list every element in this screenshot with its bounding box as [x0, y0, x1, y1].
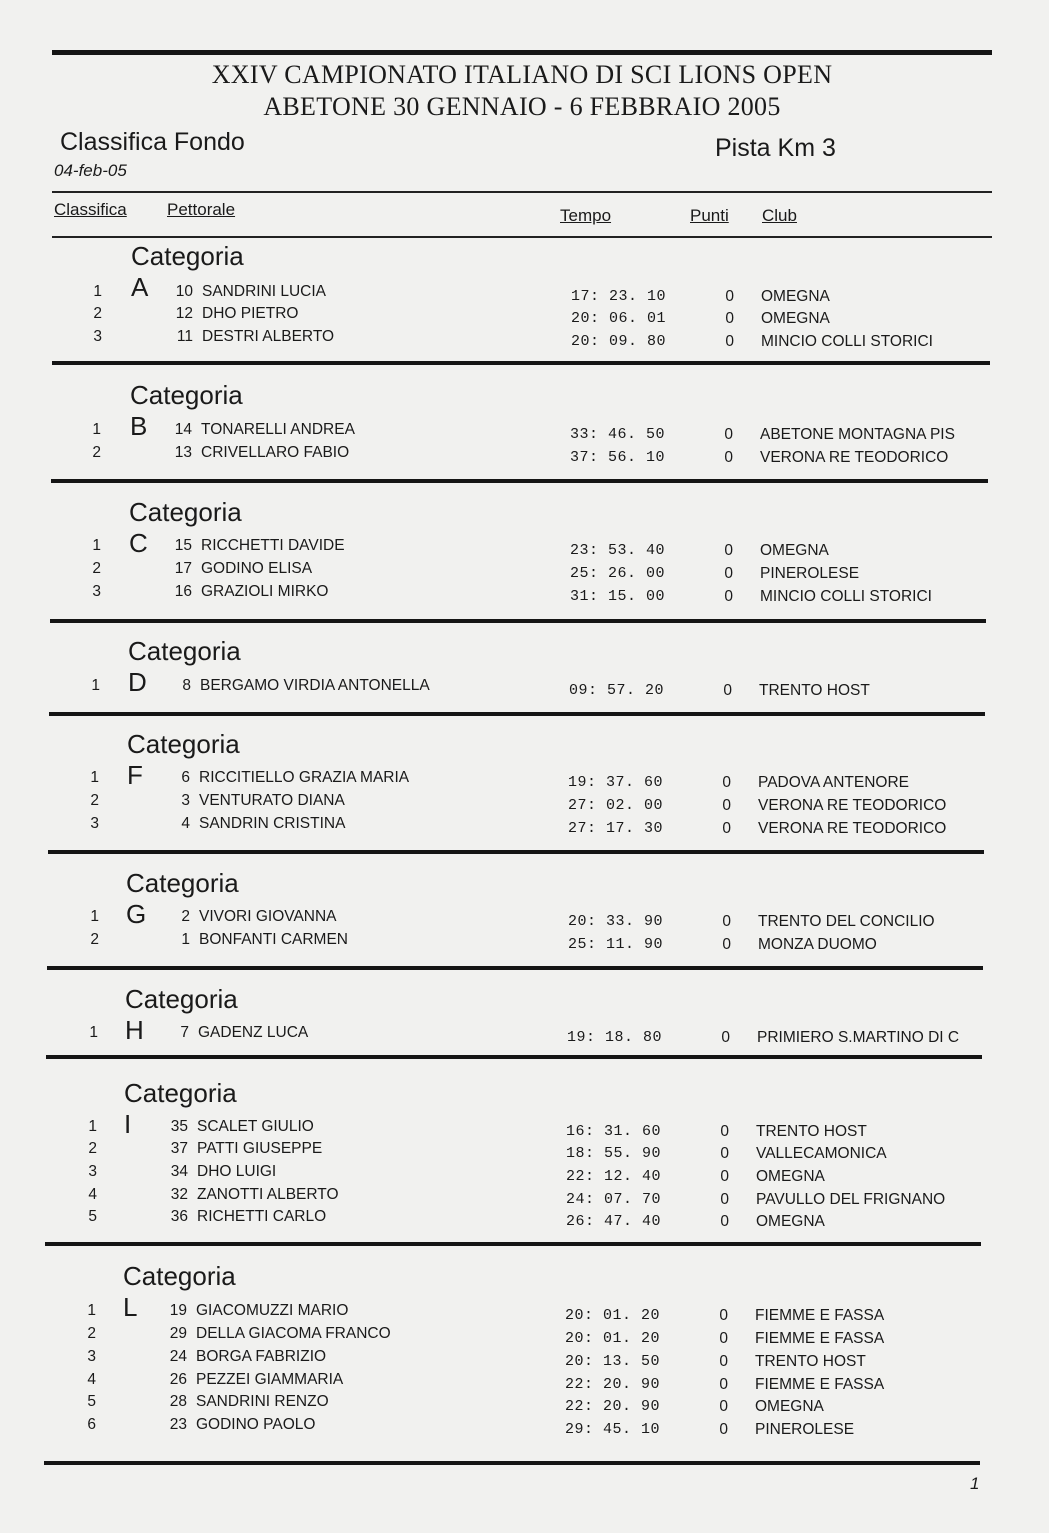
- category-separator: [50, 619, 986, 623]
- result-row: [0, 1393, 1049, 1415]
- time-cell: 09: 57. 20: [569, 682, 665, 699]
- club-cell: VERONA RE TEODORICO: [758, 820, 947, 837]
- result-row: [0, 931, 1049, 953]
- result-row: [0, 815, 1049, 837]
- category-separator: [45, 1242, 981, 1246]
- category-separator: [51, 479, 988, 483]
- club-cell: PRIMIERO S.MARTINO DI C: [757, 1029, 960, 1046]
- bib-cell: 7: [180, 1024, 189, 1041]
- result-row: [0, 1118, 1049, 1140]
- result-row: [0, 1186, 1049, 1208]
- club-cell: MONZA DUOMO: [758, 936, 877, 953]
- time-cell: 23: 53. 40: [570, 542, 666, 559]
- rank-cell: 1: [91, 677, 100, 694]
- club-cell: FIEMME E FASSA: [755, 1330, 885, 1347]
- points-cell: 0: [725, 333, 734, 350]
- bib-cell: 37: [170, 1140, 188, 1157]
- column-header-bib: Pettorale: [167, 200, 236, 219]
- points-cell: 0: [722, 797, 731, 814]
- club-cell: FIEMME E FASSA: [755, 1307, 885, 1324]
- time-cell: 19: 18. 80: [567, 1029, 663, 1046]
- points-cell: 0: [722, 774, 731, 791]
- category-title: Categoria H: [125, 984, 238, 1045]
- rank-cell: 2: [88, 1140, 97, 1157]
- athlete-name-cell: RICHETTI CARLO: [197, 1208, 327, 1225]
- club-cell: MINCIO COLLI STORICI: [761, 333, 933, 350]
- title-line-1: XXIV CAMPIONATO ITALIANO DI SCI LIONS OPEN: [211, 60, 833, 89]
- athlete-name-cell: PEZZEI GIAMMARIA: [196, 1371, 344, 1388]
- result-row: [0, 583, 1049, 605]
- bib-cell: 12: [175, 305, 193, 322]
- result-row: [0, 1208, 1049, 1230]
- category-title: Categoria B: [130, 380, 243, 441]
- result-row: [0, 1024, 1049, 1046]
- rank-cell: 1: [93, 283, 102, 300]
- bib-cell: 24: [169, 1348, 187, 1365]
- athlete-name-cell: GIACOMUZZI MARIO: [196, 1302, 349, 1319]
- result-row: [0, 537, 1049, 559]
- rank-cell: 1: [92, 421, 101, 438]
- time-cell: 25: 26. 00: [570, 565, 666, 582]
- result-row: [0, 1348, 1049, 1370]
- club-cell: OMEGNA: [756, 1168, 825, 1185]
- points-cell: 0: [719, 1307, 728, 1324]
- rank-cell: 1: [89, 1024, 98, 1041]
- bib-cell: 23: [169, 1416, 187, 1433]
- athlete-name-cell: GADENZ LUCA: [198, 1024, 309, 1041]
- club-cell: PADOVA ANTENORE: [758, 774, 910, 791]
- bib-cell: 13: [174, 444, 192, 461]
- rank-cell: 4: [87, 1371, 96, 1388]
- rank-cell: 6: [87, 1416, 96, 1433]
- result-row: [0, 328, 1049, 350]
- category-separator: [47, 966, 983, 970]
- result-row: [0, 1371, 1049, 1393]
- time-cell: 24: 07. 70: [566, 1191, 662, 1208]
- result-row: [0, 1302, 1049, 1324]
- points-cell: 0: [720, 1213, 729, 1230]
- points-cell: 0: [725, 288, 734, 305]
- rank-cell: 5: [87, 1393, 96, 1410]
- time-cell: 37: 56. 10: [570, 449, 666, 466]
- result-row: [0, 769, 1049, 791]
- athlete-name-cell: CRIVELLARO FABIO: [201, 444, 350, 461]
- athlete-name-cell: GRAZIOLI MIRKO: [201, 583, 329, 600]
- column-header-time: Tempo: [560, 206, 612, 225]
- bib-cell: 8: [182, 677, 191, 694]
- column-header-club: Club: [762, 206, 797, 225]
- athlete-name-cell: VIVORI GIOVANNA: [199, 908, 337, 925]
- bib-cell: 15: [174, 537, 192, 554]
- athlete-name-cell: SANDRINI RENZO: [196, 1393, 329, 1410]
- category-title: Categoria G: [126, 868, 239, 929]
- points-cell: 0: [724, 565, 733, 582]
- result-row: [0, 421, 1049, 443]
- points-cell: 0: [723, 682, 732, 699]
- bib-cell: 19: [169, 1302, 187, 1319]
- points-cell: 0: [719, 1330, 728, 1347]
- athlete-name-cell: SANDRINI LUCIA: [202, 283, 327, 300]
- bib-cell: 16: [174, 583, 192, 600]
- time-cell: 22: 20. 90: [565, 1398, 661, 1415]
- result-row: [0, 1416, 1049, 1438]
- time-cell: 17: 23. 10: [571, 288, 667, 305]
- top-rule: [52, 50, 992, 55]
- time-cell: 33: 46. 50: [570, 426, 666, 443]
- club-cell: VALLECAMONICA: [756, 1145, 887, 1162]
- result-row: [0, 677, 1049, 699]
- club-cell: PINEROLESE: [755, 1421, 855, 1438]
- club-cell: PINEROLESE: [760, 565, 860, 582]
- result-row: [0, 560, 1049, 582]
- points-cell: 0: [720, 1123, 729, 1140]
- category-title: Categoria I: [124, 1078, 237, 1139]
- athlete-name-cell: PATTI GIUSEPPE: [197, 1140, 323, 1157]
- rank-cell: 3: [93, 328, 102, 345]
- club-cell: VERONA RE TEODORICO: [758, 797, 947, 814]
- time-cell: 16: 31. 60: [566, 1123, 662, 1140]
- rank-cell: 2: [92, 444, 101, 461]
- club-cell: TRENTO HOST: [755, 1353, 866, 1370]
- club-cell: TRENTO DEL CONCILIO: [758, 913, 935, 930]
- points-cell: 0: [722, 913, 731, 930]
- athlete-name-cell: GODINO ELISA: [201, 560, 313, 577]
- rank-cell: 1: [90, 908, 99, 925]
- category-separator: [49, 712, 985, 716]
- bib-cell: 14: [174, 421, 192, 438]
- points-cell: 0: [722, 936, 731, 953]
- bib-cell: 32: [170, 1186, 188, 1203]
- category-title: Categoria L: [123, 1261, 236, 1322]
- category-separator: [46, 1055, 982, 1059]
- club-cell: PAVULLO DEL FRIGNANO: [756, 1191, 946, 1208]
- points-cell: 0: [724, 449, 733, 466]
- category-title: Categoria C: [129, 497, 242, 558]
- time-cell: 29: 45. 10: [565, 1421, 661, 1438]
- result-row: [0, 444, 1049, 466]
- bib-cell: 26: [169, 1371, 187, 1388]
- points-cell: 0: [720, 1191, 729, 1208]
- club-cell: VERONA RE TEODORICO: [760, 449, 949, 466]
- track-title: Pista Km 3: [715, 134, 836, 162]
- time-cell: 20: 01. 20: [565, 1307, 661, 1324]
- rank-cell: 1: [88, 1118, 97, 1135]
- rank-cell: 3: [88, 1163, 97, 1180]
- bib-cell: 11: [176, 328, 193, 345]
- bib-cell: 34: [170, 1163, 188, 1180]
- points-cell: 0: [724, 426, 733, 443]
- time-cell: 19: 37. 60: [568, 774, 664, 791]
- result-row: [0, 792, 1049, 814]
- category-title: Categoria D: [128, 636, 241, 697]
- rank-cell: 2: [90, 792, 99, 809]
- rank-cell: 2: [90, 931, 99, 948]
- category-title: Categoria A: [131, 241, 244, 302]
- result-row: [0, 908, 1049, 930]
- column-header-points: Punti: [690, 206, 729, 225]
- club-cell: TRENTO HOST: [759, 682, 870, 699]
- header-rule-top: [52, 191, 992, 193]
- category-title: Categoria F: [127, 729, 240, 790]
- time-cell: 20: 06. 01: [571, 310, 667, 327]
- club-cell: OMEGNA: [761, 288, 830, 305]
- athlete-name-cell: VENTURATO DIANA: [199, 792, 345, 809]
- athlete-name-cell: ZANOTTI ALBERTO: [197, 1186, 339, 1203]
- athlete-name-cell: RICCITIELLO GRAZIA MARIA: [199, 769, 410, 786]
- points-cell: 0: [719, 1421, 728, 1438]
- athlete-name-cell: TONARELLI ANDREA: [201, 421, 355, 438]
- rank-cell: 2: [92, 560, 101, 577]
- athlete-name-cell: BERGAMO VIRDIA ANTONELLA: [200, 677, 430, 694]
- rank-cell: 2: [93, 305, 102, 322]
- time-cell: 26: 47. 40: [566, 1213, 662, 1230]
- column-header-rank: Classifica: [54, 200, 127, 219]
- time-cell: 25: 11. 90: [568, 936, 664, 953]
- header-rule-bottom: [52, 236, 992, 238]
- rank-cell: 4: [88, 1186, 97, 1203]
- rank-cell: 5: [88, 1208, 97, 1225]
- points-cell: 0: [720, 1168, 729, 1185]
- points-cell: 0: [721, 1029, 730, 1046]
- result-row: [0, 283, 1049, 305]
- bib-cell: 35: [170, 1118, 188, 1135]
- points-cell: 0: [722, 820, 731, 837]
- points-cell: 0: [724, 588, 733, 605]
- category-separator: [52, 361, 990, 365]
- time-cell: 20: 13. 50: [565, 1353, 661, 1370]
- club-cell: OMEGNA: [760, 542, 829, 559]
- page-number: 1: [970, 1474, 980, 1493]
- athlete-name-cell: BONFANTI CARMEN: [199, 931, 348, 948]
- classification-title: Classifica Fondo: [60, 128, 245, 156]
- club-cell: ABETONE MONTAGNA PIS: [760, 426, 955, 443]
- result-row: [0, 305, 1049, 327]
- result-row: [0, 1325, 1049, 1347]
- result-row: [0, 1140, 1049, 1162]
- athlete-name-cell: DESTRI ALBERTO: [202, 328, 335, 345]
- result-row: [0, 1163, 1049, 1185]
- club-cell: MINCIO COLLI STORICI: [760, 588, 932, 605]
- time-cell: 22: 20. 90: [565, 1376, 661, 1393]
- athlete-name-cell: BORGA FABRIZIO: [196, 1348, 327, 1365]
- rank-cell: 1: [90, 769, 99, 786]
- club-cell: OMEGNA: [755, 1398, 824, 1415]
- category-separator: [48, 850, 984, 854]
- time-cell: 18: 55. 90: [566, 1145, 662, 1162]
- points-cell: 0: [719, 1376, 728, 1393]
- bib-cell: 4: [181, 815, 190, 832]
- athlete-name-cell: SANDRIN CRISTINA: [199, 815, 346, 832]
- points-cell: 0: [725, 310, 734, 327]
- points-cell: 0: [719, 1353, 728, 1370]
- rank-cell: 1: [92, 537, 101, 554]
- bib-cell: 10: [175, 283, 193, 300]
- rank-cell: 3: [90, 815, 99, 832]
- bib-cell: 17: [174, 560, 192, 577]
- event-date: 04-feb-05: [54, 161, 127, 180]
- bib-cell: 1: [181, 931, 190, 948]
- points-cell: 0: [720, 1145, 729, 1162]
- time-cell: 31: 15. 00: [570, 588, 666, 605]
- time-cell: 20: 33. 90: [568, 913, 664, 930]
- club-cell: FIEMME E FASSA: [755, 1376, 885, 1393]
- time-cell: 27: 17. 30: [568, 820, 664, 837]
- time-cell: 22: 12. 40: [566, 1168, 662, 1185]
- bib-cell: 6: [181, 769, 190, 786]
- time-cell: 20: 01. 20: [565, 1330, 661, 1347]
- rank-cell: 3: [92, 583, 101, 600]
- category-separator: [44, 1461, 980, 1465]
- time-cell: 27: 02. 00: [568, 797, 664, 814]
- athlete-name-cell: SCALET GIULIO: [197, 1118, 314, 1135]
- rank-cell: 2: [87, 1325, 96, 1342]
- athlete-name-cell: DELLA GIACOMA FRANCO: [196, 1325, 391, 1342]
- club-cell: OMEGNA: [761, 310, 830, 327]
- rank-cell: 3: [87, 1348, 96, 1365]
- bib-cell: 3: [181, 792, 190, 809]
- bib-cell: 29: [169, 1325, 187, 1342]
- points-cell: 0: [724, 542, 733, 559]
- bib-cell: 2: [181, 908, 190, 925]
- points-cell: 0: [719, 1398, 728, 1415]
- bib-cell: 28: [169, 1393, 187, 1410]
- title-line-2: ABETONE 30 GENNAIO - 6 FEBBRAIO 2005: [263, 92, 781, 121]
- bib-cell: 36: [170, 1208, 188, 1225]
- athlete-name-cell: DHO PIETRO: [202, 305, 299, 322]
- time-cell: 20: 09. 80: [571, 333, 667, 350]
- athlete-name-cell: RICCHETTI DAVIDE: [201, 537, 345, 554]
- club-cell: OMEGNA: [756, 1213, 825, 1230]
- club-cell: TRENTO HOST: [756, 1123, 867, 1140]
- athlete-name-cell: DHO LUIGI: [197, 1163, 277, 1180]
- rank-cell: 1: [87, 1302, 96, 1319]
- athlete-name-cell: GODINO PAOLO: [196, 1416, 316, 1433]
